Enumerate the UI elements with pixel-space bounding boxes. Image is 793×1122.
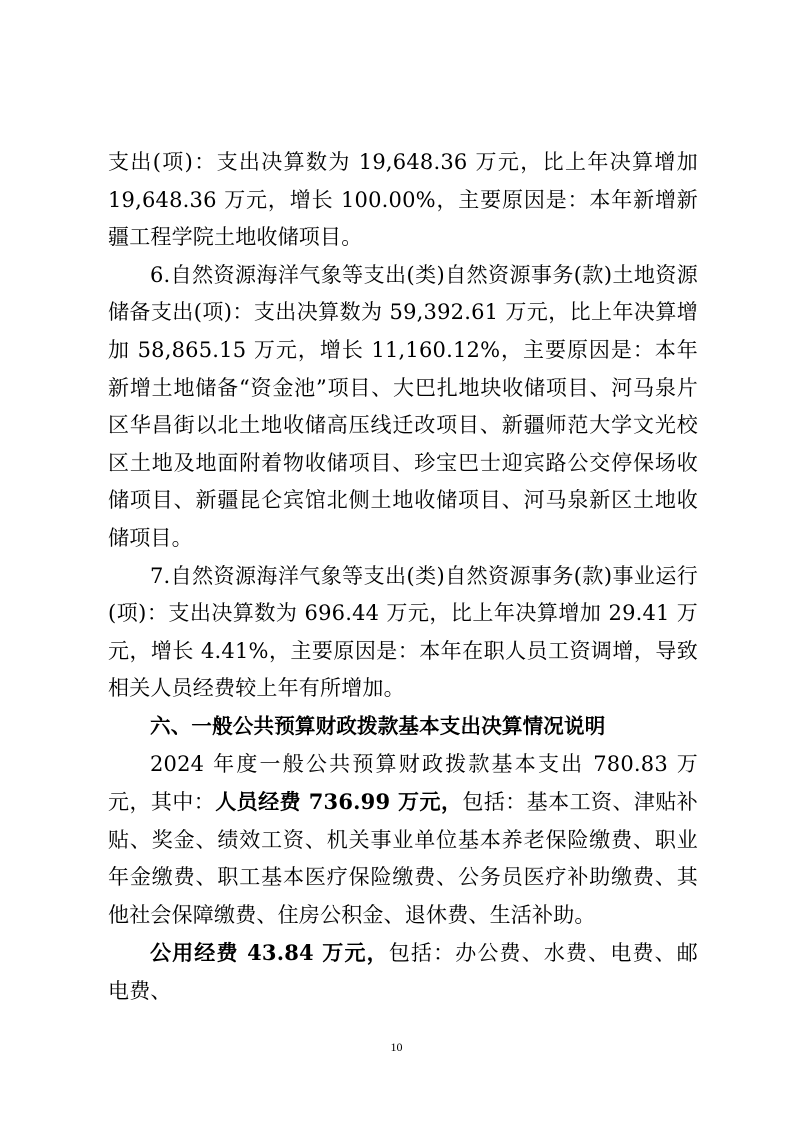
paragraph-basic-expenditure [108,746,698,935]
body-text [108,144,698,1011]
personnel-expense-details: 包括：基本工资、津贴补贴、奖金、绩效工资、机关事业单位基本养老保险缴费、职业年金缴费、职工基本医疗保险缴费、公务员医疗补助缴费、其他社会保障缴费、住房公积金、退休费、生活补助。 [108,790,699,927]
paragraph-continuation: 支出(项)：支出决算数为 19,648.36 万元，比上年决算增加 19,648.36 万元，增长 100.00%，主要原因是：本年新增新疆工程学院土地收储项目。 [108,150,698,250]
personnel-expense-bold: 人员经费 736.99 万元， [215,789,463,815]
intro-text: 2024 年度一般公共预算财政拨款基本支出 780.83 万元，其中： [108,751,698,815]
paragraph-item-7: 7.自然资源海洋气象等支出(类)自然资源事务(款)事业运行(项)：支出决算数为 696.44 万元，比上年决算增加 29.41 万元，增长 4.41%，主要原因是：本年在职人员工资调增，导致相关人员经费较上年有所增加。 [108,563,698,701]
paragraph-item-6: 6.自然资源海洋气象等支出(类)自然资源事务(款)土地资源储备支出(项)：支出决算数为 59,392.61 万元，比上年决算增加 58,865.15 万元，增长 11,160.12%，主要原因是：本年新增土地储备“资金池”项目、大巴扎地块收储项目、河马泉片区华昌街以北土地收储高压线迁改项目、新疆师范大学文光校区土地及地面附着物收储项目、珍宝巴士迎宾路公交停保场收储项目、新疆昆仑宾馆北侧土地收储项目、河马泉新区土地收储项目。 [108,262,698,550]
section-heading: 六、一般公共预算财政拨款基本支出决算情况说明 [150,713,606,738]
page-number: 10 [390,1040,403,1054]
public-expense-details: 包括：办公费、水费、电费、邮电费、 [108,941,698,1004]
paragraph-public-expense [108,934,698,1010]
public-expense-bold: 公用经费 43.84 万元， [150,940,389,966]
